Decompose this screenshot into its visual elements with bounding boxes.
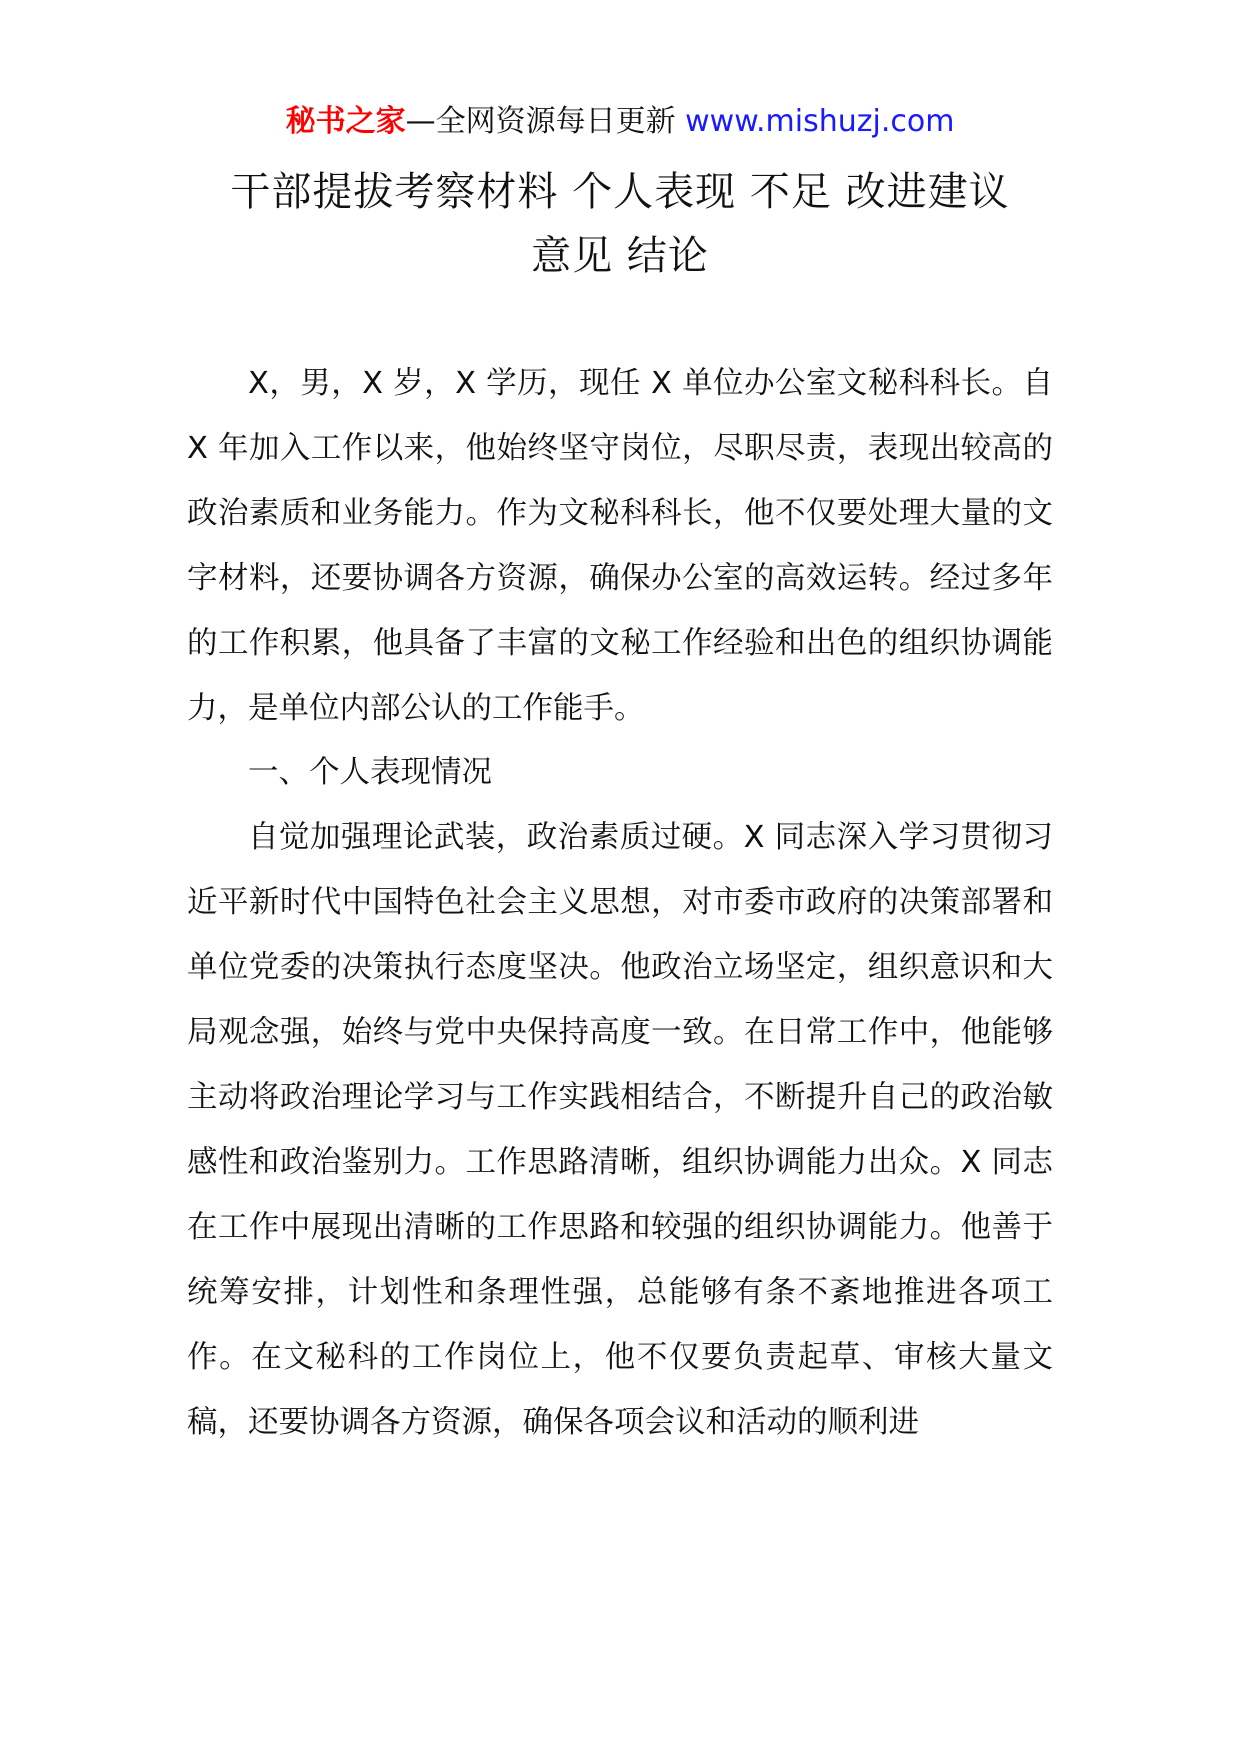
site-header [0,100,1240,144]
site-brand: 秘书之家 [285,104,406,139]
site-url[interactable]: www.mishuzj.com [685,104,955,139]
body-paragraph: 自觉加强理论武装，政治素质过硬。X 同志深入学习贯彻习近平新时代中国特色社会主义思想，对市委市政府的决策部署和单位党委的决策执行态度坚决。他政治立场坚定，组织意识和大局观念强，始终与党中央保持高度一致。在日常工作中，他能够主动将政治理论学习与工作实践相结合，不断提升自己的政治敏感性和政治鉴别力。工作思路清晰，组织协调能力出众。X 同志在工作中展现出清晰的工作思路和较强的组织协调能力。他善于统筹安排，计划性和条理性强，总能够有条不紊地推进各项工作。在文秘科的工作岗位上，他不仅要负责起草、审核大量文稿，还要协调各方资源，确保各项会议和活动的顺利进 [187,820,1053,1440]
title-line-2: 意见 结论 [531,233,709,279]
document-title [160,160,1080,288]
section-heading: 一、个人表现情况 [248,755,492,791]
intro-paragraph: X，男，X 岁，X 学历，现任 X 单位办公室文秘科科长。自 X 年加入工作以来，他始终坚守岗位，尽职尽责，表现出较高的政治素质和业务能力。作为文秘科科长，他不仅要处理大量的文字材料，还要协调各方资源，确保办公室的高效运转。经过多年的工作积累，他具备了丰富的文秘工作经验和出色的组织协调能力，是单位内部公认的工作能手。 [187,366,1053,726]
site-tagline: —全网资源每日更新 [405,104,686,139]
document-body [187,352,1053,1455]
title-line-1: 干部提拔考察材料 个人表现 不足 改进建议 [230,169,1010,215]
